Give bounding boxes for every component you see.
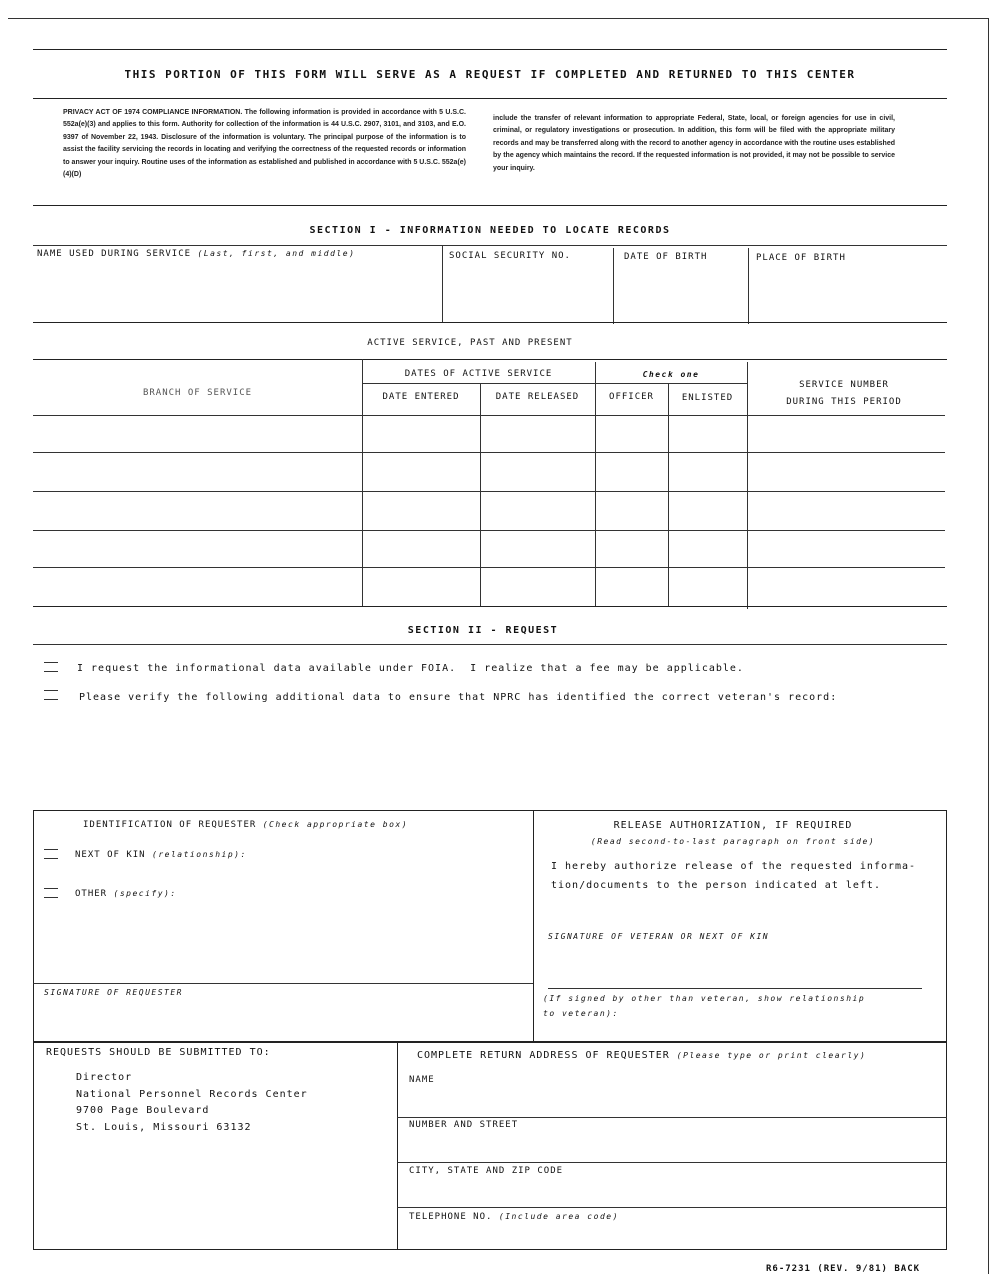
return-name-field[interactable]: [402, 1088, 942, 1114]
relationship-line1: (If signed by other than veteran, show relationship: [543, 994, 866, 1003]
release-text: [551, 857, 916, 895]
submit-address: [76, 1070, 308, 1136]
frame-right: [988, 18, 989, 1274]
pob-divider: [748, 248, 749, 324]
privacy-left-column: [63, 107, 466, 181]
verify-option-text: Please verify the following additional data to ensure that NPRC has identified the correct veteran's record:: [79, 692, 838, 703]
identification-hint: (Check appropriate box): [262, 820, 409, 829]
return-street-label: NUMBER AND STREET: [409, 1120, 519, 1130]
date-released-label: DATE RELEASED: [495, 392, 580, 402]
submit-line1: Director: [76, 1072, 133, 1083]
active-service-heading: ACTIVE SERVICE, PAST AND PRESENT: [367, 338, 573, 348]
next-of-kin-hint: (relationship):: [152, 850, 247, 859]
veteran-signature-field[interactable]: [548, 946, 920, 982]
privacy-left-text: The following information is provided in accordance with 5 U.S.C. 552a(e)(3) and applies to this form. Authority for collection of the information is 44 U.S.C. 2907, 3101, and 3103, and E.O. 9397 of November 22, 1943. Disclosure of the information is voluntary. The principal purpose of the information is to assist the facility servicing the records in locating and verifying the correctness of the requested records or information to answer your inquiry. Routine uses of the information as established and published in accordance with 5 U.S.C. 552a(e)(4)(D): [63, 109, 466, 179]
next-of-kin-text: NEXT OF KIN: [75, 850, 146, 860]
section2-heading: SECTION II - REQUEST: [407, 625, 559, 636]
title-rule-top: [33, 49, 947, 50]
dates-subhead-rule: [362, 383, 748, 384]
dob-label: DATE OF BIRTH: [624, 252, 708, 262]
return-phone-hint: (Include area code): [498, 1212, 619, 1221]
table-bottom-rule: [33, 606, 947, 607]
additional-data-area[interactable]: [40, 710, 940, 800]
identification-heading: [83, 820, 408, 830]
other-text: OTHER: [75, 889, 108, 899]
table-row-rule: [33, 452, 945, 453]
service-number-line1: SERVICE NUMBER: [799, 380, 889, 390]
return-address-heading: [417, 1050, 866, 1061]
privacy-right-text: include the transfer of relevant information to appropriate Federal, State, local, or foreign agencies for use in civil, criminal, or regulatory investigations or prosecution. In addition, this form will be filed with the appropriate military records and may be transferred along with the record to another agency in accordance with the routine uses established by the agency which maintains the record. If the requested information is not provided, it may not be possible to service your inquiry.: [493, 115, 895, 172]
name-label-hint: (Last, first, and middle): [197, 249, 356, 258]
return-rule: [397, 1162, 947, 1163]
submit-heading: REQUESTS SHOULD BE SUBMITTED TO:: [46, 1047, 271, 1058]
return-phone-text: TELEPHONE NO.: [409, 1212, 493, 1222]
branch-label: BRANCH OF SERVICE: [142, 388, 253, 398]
foia-option-text: I request the informational data available under FOIA. I realize that a fee may be applicable.: [77, 663, 744, 674]
dob-input[interactable]: [617, 268, 743, 318]
ssn-divider: [442, 245, 443, 323]
requester-signature-label: SIGNATURE OF REQUESTER: [44, 988, 183, 997]
relationship-label: [543, 991, 865, 1021]
title-rule-bottom: [33, 98, 947, 99]
return-phone-field[interactable]: [402, 1225, 942, 1247]
officer-divider: [668, 384, 669, 606]
form-number: R6-7231 (REV. 9/81) BACK: [766, 1264, 921, 1274]
name-label: [37, 249, 355, 259]
verify-checkbox[interactable]: [44, 690, 58, 700]
check-one-label: Check one: [642, 370, 700, 379]
next-of-kin-checkbox[interactable]: [44, 849, 58, 859]
active-service-rule: [33, 359, 947, 360]
relationship-line2: to veteran):: [543, 1009, 619, 1018]
entered-divider: [480, 384, 481, 606]
privacy-rule: [33, 205, 947, 206]
veteran-signature-label: SIGNATURE OF VETERAN OR NEXT OF KIN: [548, 932, 770, 941]
section2-rule: [33, 644, 947, 645]
officer-label: OFFICER: [609, 392, 654, 402]
foia-checkbox[interactable]: [44, 662, 58, 672]
table-row-rule: [33, 530, 945, 531]
release-heading: RELEASE AUTHORIZATION, IF REQUIRED: [613, 820, 853, 831]
dates-label: DATES OF ACTIVE SERVICE: [404, 369, 553, 379]
name-input[interactable]: [36, 265, 436, 317]
enlisted-label: ENLISTED: [681, 393, 734, 403]
service-number-line2: DURING THIS PERIOD: [786, 397, 902, 407]
other-checkbox[interactable]: [44, 888, 58, 898]
frame-top: [8, 18, 988, 19]
requester-signature-rule: [33, 983, 533, 984]
veteran-signature-rule: [548, 988, 922, 989]
requester-signature-field[interactable]: [40, 1002, 528, 1038]
return-city-label: CITY, STATE AND ZIP CODE: [409, 1166, 564, 1176]
date-entered-label: DATE ENTERED: [382, 392, 460, 402]
name-label-text: NAME USED DURING SERVICE: [37, 249, 192, 259]
other-hint: (specify):: [113, 889, 177, 898]
release-text-line1: I hereby authorize release of the requested informa-: [551, 861, 917, 872]
submit-line3: 9700 Page Boulevard: [76, 1105, 210, 1116]
return-street-field[interactable]: [402, 1133, 942, 1161]
return-rule: [397, 1207, 947, 1208]
return-address-heading-text: COMPLETE RETURN ADDRESS OF REQUESTER: [417, 1050, 670, 1061]
next-of-kin-label: [75, 850, 247, 860]
dob-divider: [613, 248, 614, 324]
return-city-field[interactable]: [402, 1179, 942, 1206]
pob-label: PLACE OF BIRTH: [756, 253, 846, 263]
form-title: THIS PORTION OF THIS FORM WILL SERVE AS A REQUEST IF COMPLETED AND RETURNED TO THIS CENTER: [124, 68, 856, 81]
table-row-rule: [33, 567, 945, 568]
pob-input[interactable]: [752, 268, 944, 318]
section1-bottom-rule: [33, 322, 947, 323]
service-number-label: [747, 377, 941, 411]
return-phone-label: [409, 1212, 619, 1222]
release-text-line2: tion/documents to the person indicated at left.: [551, 880, 881, 891]
ssn-label: SOCIAL SECURITY NO.: [449, 251, 571, 261]
identification-heading-text: IDENTIFICATION OF REQUESTER: [83, 820, 257, 830]
privacy-heading: PRIVACY ACT OF 1974 COMPLIANCE INFORMATION.: [63, 109, 243, 116]
submit-line4: St. Louis, Missouri 63132: [76, 1121, 252, 1133]
return-name-label: NAME: [409, 1075, 435, 1085]
return-rule: [397, 1117, 947, 1118]
table-row-rule: [33, 491, 945, 492]
return-address-hint: (Please type or print clearly): [676, 1051, 867, 1060]
submit-return-divider: [397, 1042, 398, 1250]
submit-line2: National Personnel Records Center: [76, 1088, 308, 1100]
section1-heading: SECTION I - INFORMATION NEEDED TO LOCATE RECORDS: [309, 225, 671, 236]
other-label: [75, 889, 177, 899]
table-row-rule: [33, 415, 945, 416]
release-hint: (Read second-to-last paragraph on front side): [590, 837, 876, 846]
section1-rule: [33, 245, 947, 246]
ssn-input[interactable]: [446, 268, 608, 318]
